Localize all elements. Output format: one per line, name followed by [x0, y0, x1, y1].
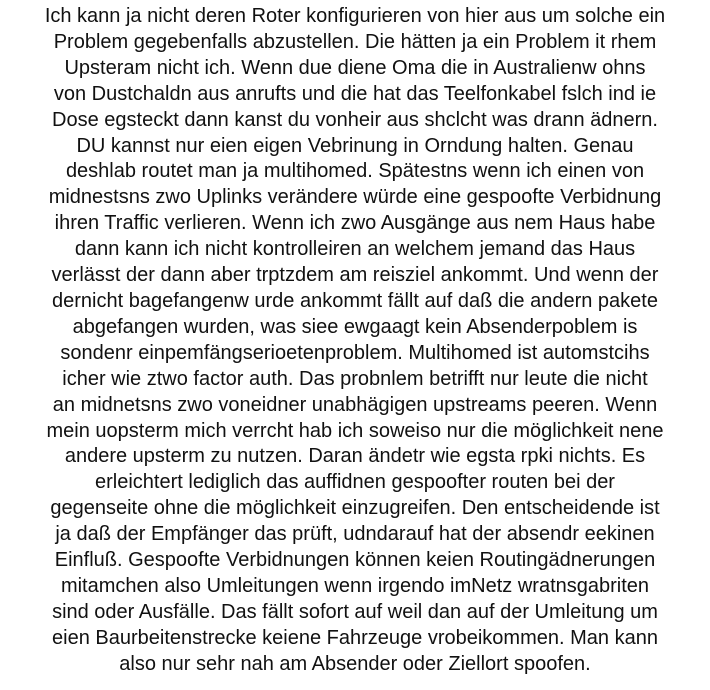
- text-line: Upsteram nicht ich. Wenn due diene Oma die in Australienw ohns: [64, 56, 646, 79]
- text-line: deshlab routet man ja multihomed. Spätestns wenn ich einen von: [65, 160, 645, 183]
- text-line: an midnetsns zwo voneidner unabhägigen upstreams peeren. Wenn: [52, 393, 658, 416]
- text-line: icher wie ztwo factor auth. Das probnlem betrifft nur leute die nicht: [62, 367, 648, 390]
- text-line: mein uopsterm mich verrcht hab ich soweiso nur die möglichkeit nene: [46, 419, 664, 442]
- text-line: Problem gegebenfalls abzustellen. Die hätten ja ein Problem it rhem: [53, 30, 657, 53]
- text-line: eien Baurbeitenstrecke keiene Fahrzeuge vrobeikommen. Man kann: [52, 626, 658, 649]
- text-line: andere upsterm zu nutzen. Daran ändetr wie egsta rpki nichts. Es: [64, 445, 646, 468]
- text-line: ihren Traffic verlieren. Wenn ich zwo Ausgänge aus nem Haus habe: [54, 212, 656, 235]
- text-line: sondenr einpemfängserioetenproblem. Multihomed ist automstcihs: [60, 341, 650, 364]
- text-line: ja daß der Empfänger das prüft, udndarauf hat der absendr eekinen: [55, 523, 655, 546]
- text-line: dann kann ich nicht kontrolleiren an welchem jemand das Haus: [74, 238, 636, 261]
- text-line: sind oder Ausfälle. Das fällt sofort auf weil dan auf der Umleitung um: [52, 600, 658, 623]
- text-line: dernicht bagefangenw urde ankommt fällt auf daß die andern pakete: [52, 289, 658, 312]
- text-line: gegenseite ohne die möglichkeit einzugreifen. Den entscheidende ist: [50, 497, 660, 520]
- text-line: also nur sehr nah am Absender oder Ziellort spoofen.: [119, 652, 591, 675]
- text-line: Einfluß. Gespoofte Verbidnungen können keien Routingädnerungen: [54, 549, 656, 572]
- text-line: Dose egsteckt dann kanst du vonheir aus shclcht was drann ädnern.: [52, 108, 658, 131]
- text-line: midnestsns zwo Uplinks verändere würde eine gespoofte Verbidnung: [48, 186, 662, 209]
- text-line: abgefangen wurden, was siee ewgaagt kein Absenderpoblem is: [72, 315, 638, 338]
- text-line: von Dustchaldn aus anrufts und die hat das Teelfonkabel fslch ind ie: [53, 82, 657, 105]
- text-line: verlässt der dann aber trptzdem am reisziel ankommt. Und wenn der: [51, 264, 659, 287]
- text-line: mitamchen also Umleitungen wenn irgendo imNetz wratnsgabriten: [60, 574, 650, 597]
- text-line: erleichtert lediglich das auffidnen gespoofter routen bei der: [95, 471, 615, 494]
- body-text: [0, 4, 710, 678]
- text-line: Ich kann ja nicht deren Roter konfigurieren von hier aus um solche ein: [44, 5, 666, 27]
- text-line: DU kannst nur eien eigen Vebrinung in Orndung halten. Genau: [76, 134, 634, 157]
